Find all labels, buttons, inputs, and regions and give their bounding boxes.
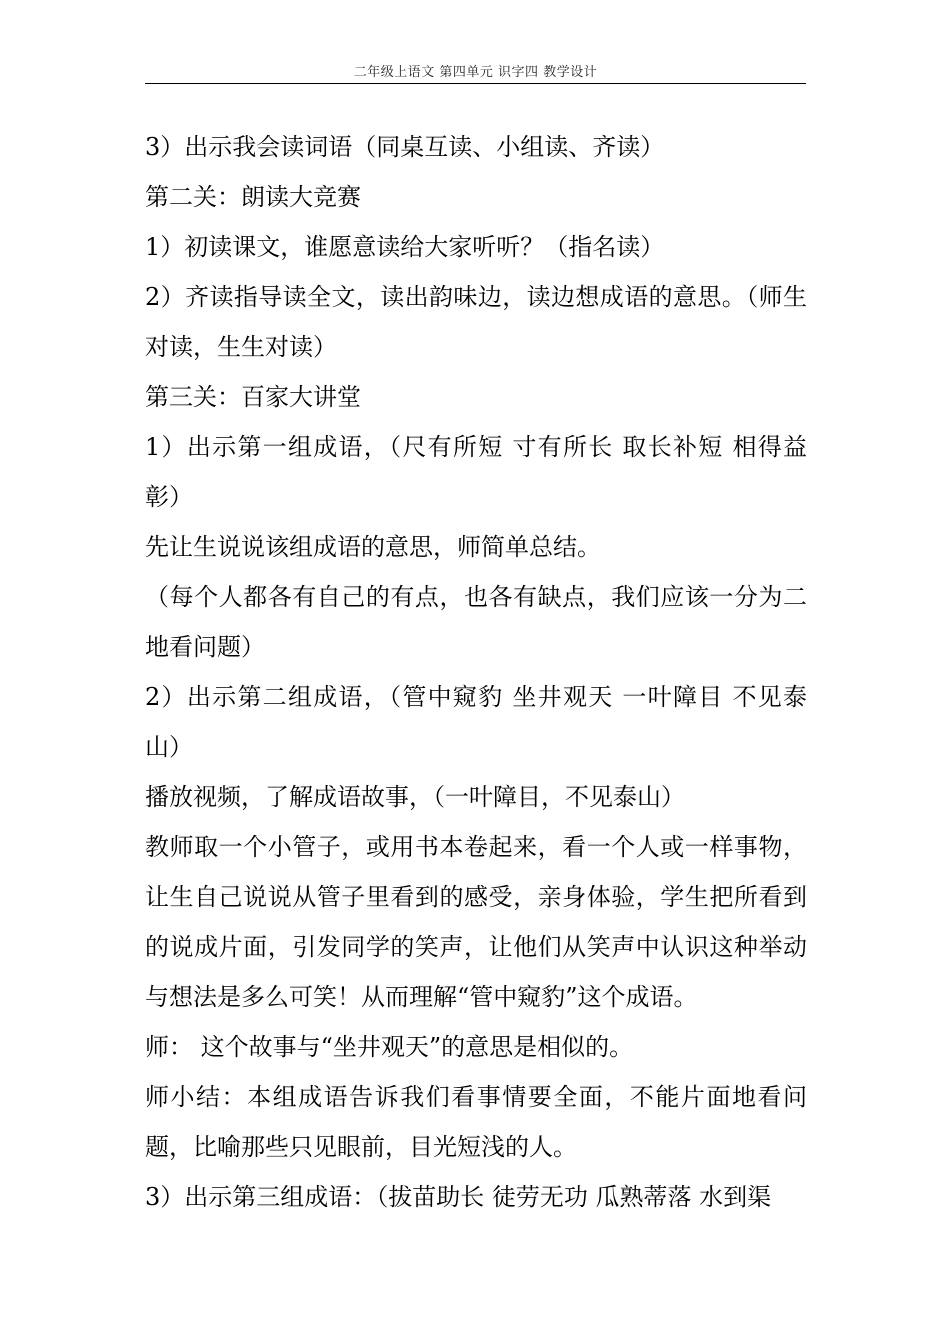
paragraph-idiom-group-3: 3）出示第三组成语：（拔苗助长 徒劳无功 瓜熟蒂落 水到渠	[145, 1183, 772, 1211]
section-heading-reading-contest: 第二关：朗读大竞赛	[145, 183, 361, 211]
paragraph-teacher-remark: 师： 这个故事与“坐井观天”的意思是相似的。	[145, 1033, 634, 1061]
paragraph-group-reading: 2）齐读指导读全文，读出韵味边，读边想成语的意思。（师生对读，生生对读）	[145, 283, 807, 361]
section-heading-lecture-hall: 第三关：百家大讲堂	[145, 383, 361, 411]
header-divider	[145, 83, 806, 84]
paragraph-idiom-group-1-meaning: 先让生说说该组成语的意思，师简单总结。	[145, 533, 601, 561]
paragraph-video-story: 播放视频，了解成语故事，（一叶障目，不见泰山）	[145, 783, 685, 811]
document-body	[145, 122, 807, 1222]
paragraph-word-reading: 3）出示我会读词语（同桌互读、小组读、齐读）	[145, 133, 665, 161]
paragraph-teacher-summary: 师小结：本组成语告诉我们看事情要全面，不能片面地看问题，比喻那些只见眼前，目光短浅的人。	[145, 1083, 807, 1161]
paragraph-idiom-group-1: 1）出示第一组成语，（尺有所短 寸有所长 取长补短 相得益彰）	[145, 433, 807, 511]
paragraph-first-reading: 1）初读课文，谁愿意读给大家听听？（指名读）	[145, 233, 665, 261]
paragraph-idiom-group-2: 2）出示第二组成语，（管中窥豹 坐井观天 一叶障目 不见泰山）	[145, 683, 807, 761]
page-header: 二年级上语文 第四单元 识字四 教学设计	[353, 65, 598, 80]
paragraph-tube-activity: 教师取一个小管子，或用书本卷起来，看一个人或一样事物，让生自己说说从管子里看到的感受，亲身体验，学生把所看到的说成片面，引发同学的笑声，让他们从笑声中认识这种举动与想法是多么可笑！从而理解“管中窥豹”这个成语。	[145, 833, 807, 1011]
paragraph-idiom-group-1-summary: （每个人都各有自己的有点，也各有缺点，我们应该一分为二地看问题）	[145, 583, 807, 661]
